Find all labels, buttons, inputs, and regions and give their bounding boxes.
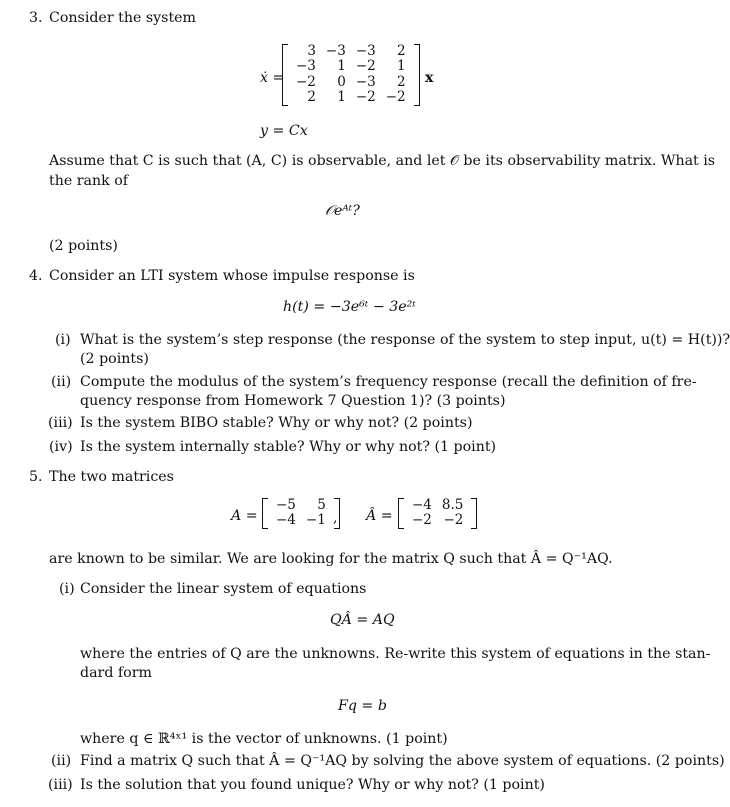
q5-part-i-label: (i) [59, 581, 75, 597]
q4-part-text: Is the system internally stable? Why or why not? (1 point) [80, 439, 497, 455]
matrix-cell: 8.5 [441, 497, 464, 513]
matrix-cell: −3 [355, 73, 376, 90]
q4-number: 4. [29, 268, 43, 284]
matrix-cell: −3 [355, 43, 376, 59]
q5-where1-line1: where the entries of Q are the unknowns. Re-write this system of equations in the stan- [80, 646, 711, 662]
q5-eq2: Fq = b [338, 698, 387, 714]
q3-output-eq: y = Cx [260, 123, 308, 139]
q4-impulse: h(t) = −3e⁶ᵗ − 3e²ᵗ [283, 299, 416, 315]
right-bracket [414, 44, 420, 106]
q3-intro: Consider the system [49, 10, 196, 26]
q5-where2: where q ∈ ℝ⁴ˣ¹ is the vector of unknowns. (1 point) [80, 731, 448, 747]
q4-part-text: Is the system BIBO stable? Why or why not? (2 points) [80, 415, 473, 431]
matrix-cell: −2 [443, 512, 464, 529]
matrix-cell: 2 [397, 73, 406, 90]
matrix-cell: −1 [305, 512, 326, 529]
q4-intro: Consider an LTI system whose impulse response is [49, 268, 415, 284]
matrix-cell: −2 [385, 89, 406, 106]
matrix-cell: 1 [337, 58, 346, 75]
q3-assume-line2: the rank of [49, 173, 129, 189]
matrix-cell: 2 [397, 43, 406, 59]
q4-part-label: (ii) [51, 374, 72, 390]
q4-part-label: (iii) [48, 415, 73, 431]
q5-part-iii-label: (iii) [48, 777, 73, 793]
matrix-cell: −3 [296, 58, 316, 75]
matrix-cell: −5 [276, 497, 296, 513]
matrix-cell: 5 [317, 497, 326, 513]
q5-part-ii-label: (ii) [51, 753, 72, 769]
q3-rhs: x [425, 70, 434, 86]
q4-part-label: (i) [55, 332, 71, 348]
q4-part-text: What is the system’s step response (the response of the system to step input, u(t) = H(t))? [80, 332, 730, 348]
q4-part-text: Compute the modulus of the system’s frequency response (recall the definition of fre- [80, 374, 697, 390]
matrix-cell: −2 [412, 512, 432, 529]
q5-where1-line2: dard form [80, 665, 152, 681]
q5-matrix-A [262, 498, 340, 529]
q4-part-text: (2 points) [80, 351, 149, 367]
q5-A-label: A = [231, 508, 258, 524]
q5-part-ii-text: Find a matrix Q such that Â = Q⁻¹AQ by solving the above system of equations. (2 points) [80, 753, 725, 769]
matrix-cell: −4 [412, 497, 432, 513]
q5-number: 5. [29, 469, 43, 485]
matrix-cell: 1 [337, 89, 346, 106]
left-bracket [398, 498, 404, 529]
q3-assume-line1: Assume that C is such that (A, C) is observable, and let 𝒪 be its observability matrix. What is [49, 153, 716, 169]
q5-similar-line: are known to be similar. We are looking for the matrix Q such that Â = Q⁻¹AQ. [49, 551, 613, 567]
matrix-cell: 3 [307, 43, 316, 59]
q5-Ahat-label: Â = [366, 508, 393, 524]
matrix-cell: −2 [355, 58, 376, 75]
q4-part-label: (iv) [49, 439, 73, 455]
right-bracket [471, 498, 477, 529]
q5-intro: The two matrices [49, 469, 174, 485]
matrix-cell: 0 [337, 73, 346, 90]
q4-part-text: quency response from Homework 7 Question 1)? (3 points) [80, 393, 506, 409]
matrix-cell: −2 [296, 73, 316, 90]
q3-points: (2 points) [49, 238, 118, 254]
matrix-cell: −2 [355, 89, 376, 106]
matrix-cell: 1 [397, 58, 406, 75]
matrix-cell: −4 [276, 512, 296, 529]
left-bracket [262, 498, 268, 529]
left-bracket [282, 44, 288, 106]
q5-part-iii-text: Is the solution that you found unique? Why or why not? (1 point) [80, 777, 545, 793]
matrix-cell: 2 [307, 89, 316, 106]
q3-lhs: ẋ = [260, 70, 285, 86]
q3-matrix-A [282, 44, 420, 106]
matrix-cell: −3 [325, 43, 346, 59]
q5-eq1: QÂ = AQ [330, 612, 395, 628]
q3-number: 3. [29, 10, 43, 26]
q5-part-i-text: Consider the linear system of equations [80, 581, 367, 597]
q5-matrix-Ahat [398, 498, 477, 529]
q3-rank-expr: 𝒪eᴬᵗ? [325, 203, 360, 219]
q5-comma: , [333, 510, 338, 526]
